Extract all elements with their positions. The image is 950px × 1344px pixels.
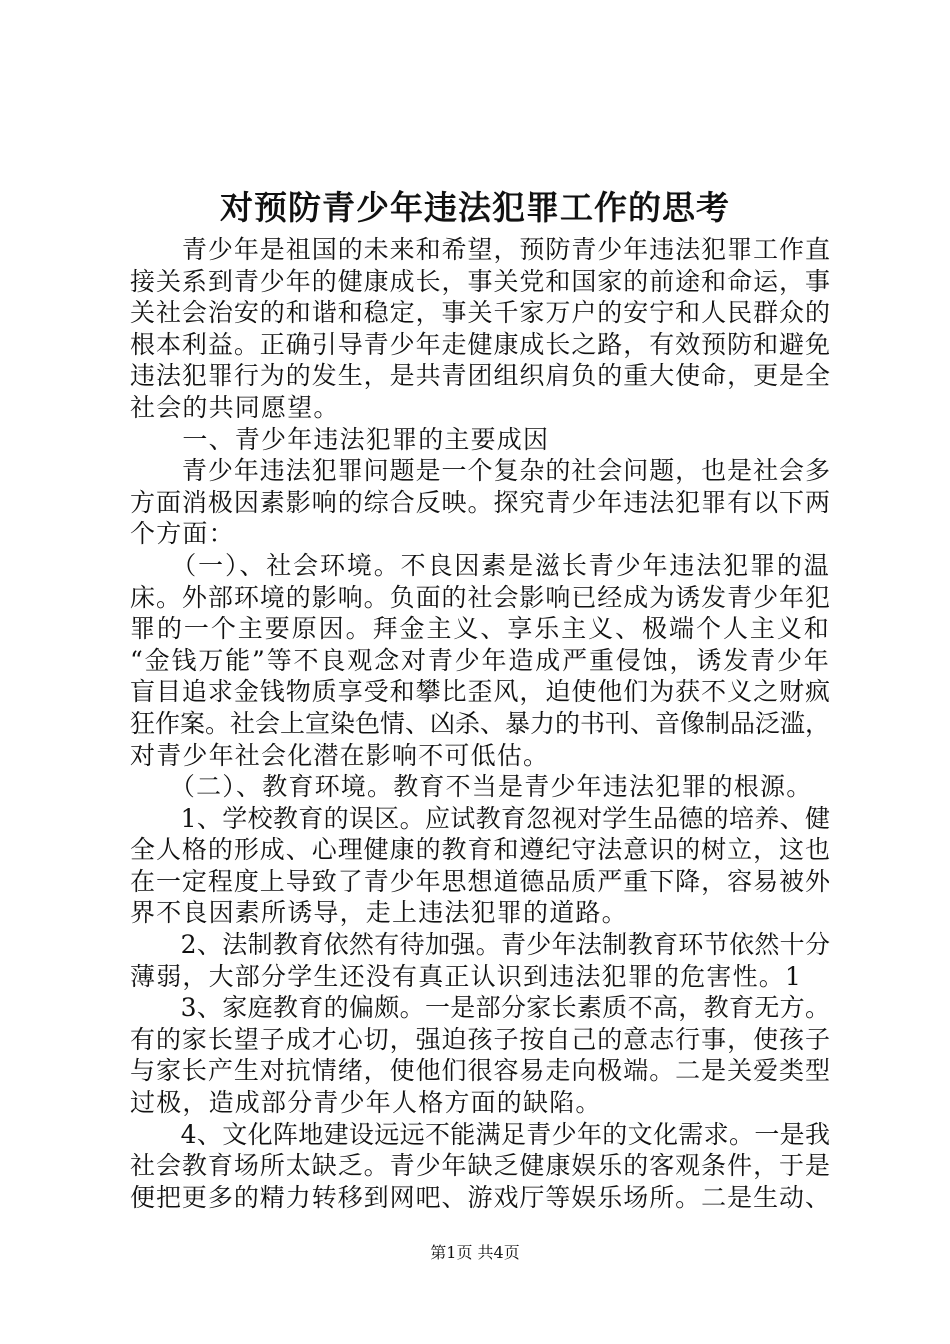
text-line: 社会的共同愿望。 — [130, 392, 340, 422]
text-line: 薄弱，大部分学生还没有真正认识到违法犯罪的危害性。1 — [130, 961, 803, 991]
text-line: 个方面： — [130, 519, 235, 549]
text-line: 青少年违法犯罪问题是一个复杂的社会问题，也是社会多 — [130, 456, 830, 486]
text-line: 盲目追求金钱物质享受和攀比歪风，迫使他们为获不义之财疯 — [130, 677, 830, 707]
text-line: 有的家长望子成才心切，强迫孩子按自己的意志行事，使孩子 — [130, 1024, 830, 1054]
text-line: 与家长产生对抗情绪，使他们很容易走向极端。二是关爱类型 — [130, 1056, 830, 1086]
text-line: 过极，造成部分青少年人格方面的缺陷。 — [130, 1088, 602, 1118]
section-heading: 一、青少年违法犯罪的主要成因 — [130, 424, 550, 454]
text-line: 全人格的形成、心理健康的教育和遵纪守法意识的树立，这也 — [130, 835, 830, 865]
text-line: 4、文化阵地建设远远不能满足青少年的文化需求。一是我 — [130, 1119, 830, 1149]
page-footer: 第1页 共4页 — [430, 1243, 520, 1262]
body-paragraph — [130, 234, 830, 1213]
text-line: 1、学校教育的误区。应试教育忽视对学生品德的培养、健 — [130, 803, 830, 833]
text-line: 在一定程度上导致了青少年思想道德品质严重下降，容易被外 — [130, 866, 830, 896]
text-line: 接关系到青少年的健康成长，事关党和国家的前途和命运，事 — [130, 266, 830, 296]
text-line: 狂作案。社会上宣染色情、凶杀、暴力的书刊、音像制品泛滥， — [130, 708, 831, 738]
text-line: （一）、社会环境。不良因素是滋长青少年违法犯罪的温 — [130, 550, 830, 580]
text-line: 罪的一个主要原因。拜金主义、享乐主义、极端个人主义和 — [130, 614, 830, 644]
text-line: 床。外部环境的影响。负面的社会影响已经成为诱发青少年犯 — [130, 582, 830, 612]
text-line: 青少年是祖国的未来和希望，预防青少年违法犯罪工作直 — [130, 235, 830, 264]
text-line: 2、法制教育依然有待加强。青少年法制教育环节依然十分 — [130, 930, 830, 960]
text-line: 界不良因素所诱导，走上违法犯罪的道路。 — [130, 898, 628, 928]
text-line: 对青少年社会化潜在影响不可低估。 — [130, 740, 550, 770]
text-line: 方面消极因素影响的综合反映。探究青少年违法犯罪有以下两 — [130, 487, 830, 517]
text-line: 便把更多的精力转移到网吧、游戏厅等娱乐场所。二是生动、 — [130, 1182, 830, 1212]
text-line: 3、家庭教育的偏颇。一是部分家长素质不高，教育无方。 — [130, 993, 830, 1023]
text-line: 根本利益。正确引导青少年走健康成长之路，有效预防和避免 — [130, 329, 830, 359]
document-body — [130, 234, 830, 1213]
text-line: 关社会治安的和谐和稳定，事关千家万户的安宁和人民群众的 — [130, 298, 830, 328]
document-title: 对预防青少年违法犯罪工作的思考 — [220, 188, 730, 227]
text-line: （二）、教育环境。教育不当是青少年违法犯罪的根源。 — [130, 772, 813, 802]
text-line: “金钱万能”等不良观念对青少年造成严重侵蚀，诱发青少年 — [130, 645, 830, 675]
text-line: 违法犯罪行为的发生，是共青团组织肩负的重大使命，更是全 — [130, 361, 830, 391]
text-line: 社会教育场所太缺乏。青少年缺乏健康娱乐的客观条件，于是 — [130, 1151, 830, 1181]
